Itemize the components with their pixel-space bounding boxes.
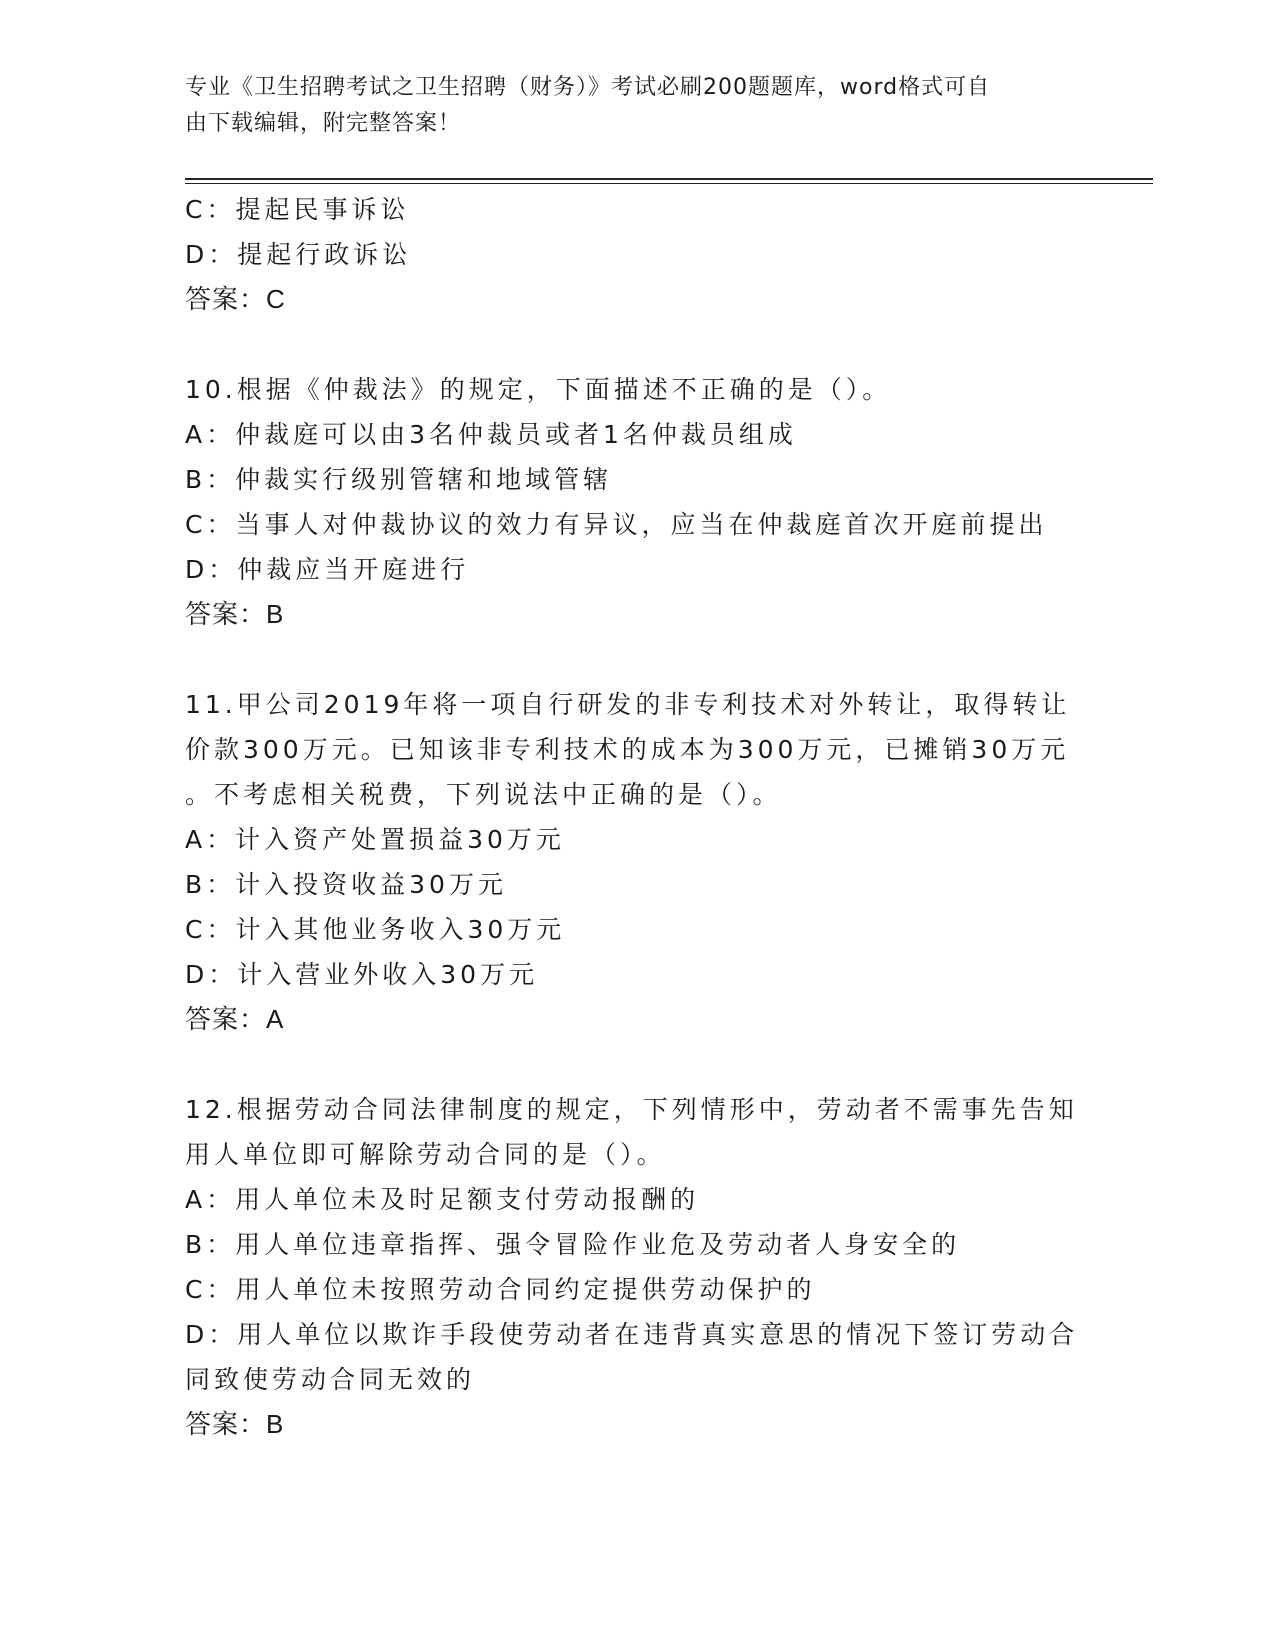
header-rule-thick [185, 178, 1153, 180]
answer: 答案：A [185, 1004, 285, 1034]
option-d: D：提起行政诉讼 [185, 240, 412, 269]
question-stem: 用人单位即可解除劳动合同的是（）。 [185, 1140, 666, 1169]
option-a: A：计入资产处置损益30万元 [185, 825, 565, 854]
spacer [185, 322, 1085, 367]
question-stem: 价款300万元。已知该非专利技术的成本为300万元，已摊销30万元 [185, 735, 1070, 764]
spacer [185, 1042, 1085, 1087]
answer: 答案：B [185, 599, 285, 629]
question-10 [185, 367, 1085, 637]
option-a: A：用人单位未及时足额支付劳动报酬的 [185, 1185, 700, 1214]
question-stem: 12.根据劳动合同法律制度的规定，下列情形中，劳动者不需事先告知 [185, 1095, 1078, 1124]
option-c: C：用人单位未按照劳动合同约定提供劳动保护的 [185, 1275, 816, 1304]
option-d: D：用人单位以欺诈手段使劳动者在违背真实意思的情况下签订劳动合 [185, 1320, 1079, 1349]
option-a: A：仲裁庭可以由3名仲裁员或者1名仲裁员组成 [185, 420, 797, 449]
question-stem: 。不考虑相关税费，下列说法中正确的是（）。 [185, 780, 782, 809]
question-12 [185, 1087, 1085, 1447]
option-c: C：计入其他业务收入30万元 [185, 915, 566, 944]
option-d: D：计入营业外收入30万元 [185, 960, 539, 989]
header-rule-thin [185, 183, 1153, 184]
option-b: B：用人单位违章指挥、强令冒险作业危及劳动者人身安全的 [185, 1230, 961, 1259]
question-9-continued [185, 187, 1085, 322]
option-b: B：仲裁实行级别管辖和地域管辖 [185, 465, 613, 494]
option-b: B：计入投资收益30万元 [185, 870, 507, 899]
option-c: C：当事人对仲裁协议的效力有异议，应当在仲裁庭首次开庭前提出 [185, 510, 1048, 539]
question-stem: 10.根据《仲裁法》的规定，下面描述不正确的是（）。 [185, 375, 892, 404]
header-line-1: 专业《卫生招聘考试之卫生招聘（财务）》考试必刷200题题库，word格式可自 [185, 75, 991, 100]
header-line-2: 由下载编辑，附完整答案！ [185, 111, 462, 136]
option-c: C：提起民事诉讼 [185, 195, 410, 224]
answer: 答案：B [185, 1409, 285, 1439]
spacer [185, 637, 1085, 682]
question-stem: 11.甲公司2019年将一项自行研发的非专利技术对外转让，取得转让 [185, 690, 1071, 719]
question-11 [185, 682, 1085, 1042]
question-list [185, 187, 1085, 1447]
page-header [185, 70, 1065, 142]
option-d-continued: 同致使劳动合同无效的 [185, 1365, 476, 1394]
option-d: D：仲裁应当开庭进行 [185, 555, 470, 584]
answer: 答案：C [185, 284, 286, 314]
